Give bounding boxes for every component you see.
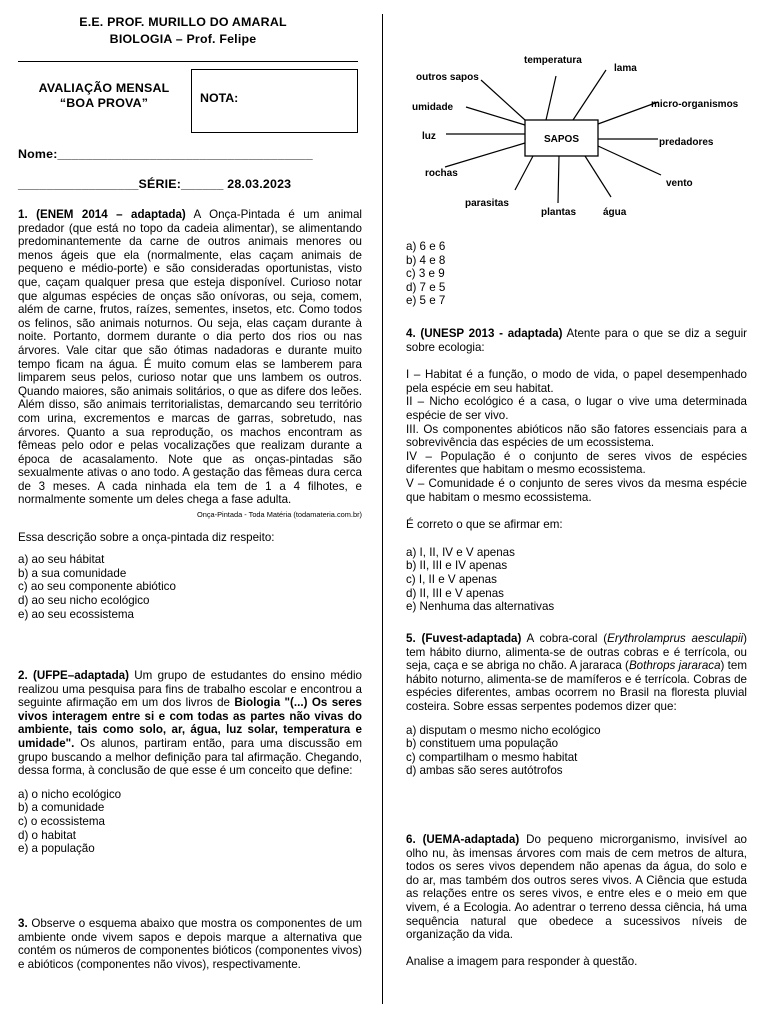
exam-subtitle: “BOA PROVA”	[59, 96, 149, 110]
question-5-options	[406, 724, 747, 778]
statement: I – Habitat é a função, o modo de vida, o papel desempenhado pela espécie em seu habitat.	[406, 368, 747, 395]
option[interactable]: e) Nenhuma das alternativas	[406, 600, 555, 614]
diagram-label: temperatura	[524, 55, 582, 66]
diagram-label: lama	[614, 63, 637, 74]
question-1-lead: 1. (ENEM 2014 – adaptada)	[18, 208, 186, 221]
question-5-text: 5. (Fuvest-adaptada) A cobra-coral (Erythrolamprus aesculapii) tem hábito diurno, alimenta-se de outras cobras e é terrícola, ou seja, caça e se abriga no chão. A jararaca (Bothrops jararaca) tem hábito noturno, alimenta-se de mamíferos e é terrícola. Cobras de espécies diferentes, ambas ocorrem no Brasil na floresta pluvial costeira. Sobre essas serpentes podemos dizer que:	[406, 632, 747, 713]
diagram-label: outros sapos	[416, 72, 479, 83]
option[interactable]: d) ambas são seres autótrofos	[406, 764, 563, 778]
question-1-prompt: Essa descrição sobre a onça-pintada diz respeito:	[18, 530, 275, 544]
question-2-text: 2. (UFPE–adaptada) Um grupo de estudantes do ensino médio realizou uma pesquisa para fins de trabalho escolar e encontrou a seguinte afirmação em um dos livros de Biologia "(...) Os seres vivos interagem entre si e com todas as partes não vivas do ambiente, tais como solo, ar, água, luz solar, temperatura e umidade". Os alunos, partiram então, para uma discussão em grupo buscando a melhor definição para tal afirmação. Chegando, dessa forma, à conclusão de que esse é um conceito que define:	[18, 669, 363, 778]
question-4	[406, 327, 747, 614]
option[interactable]: c) ao seu componente abiótico	[18, 580, 176, 594]
diagram-label: micro-organismos	[651, 99, 739, 110]
name-field[interactable]: Nome:____________________________________	[18, 147, 313, 161]
header-rule	[18, 61, 358, 62]
question-3-lead: 3.	[18, 917, 28, 930]
question-6-lead: 6. (UEMA-adaptada)	[406, 833, 520, 846]
exam-title: AVALIAÇÃO MENSAL	[38, 81, 170, 95]
diagram-label: água	[603, 207, 627, 218]
statement: IV – População é o conjunto de seres vivos de espécies diferentes que habitam o mesmo ecossistema.	[406, 449, 747, 477]
question-2	[18, 669, 362, 856]
option[interactable]: b) II, III e IV apenas	[406, 559, 508, 573]
option[interactable]: a) ao seu hábitat	[18, 553, 105, 567]
option[interactable]: a) o nicho ecológico	[18, 787, 122, 801]
frog-ecosystem-diagram	[406, 50, 747, 222]
question-6-prompt: Analise a imagem para responder à questão.	[406, 954, 638, 968]
question-1-text: 1. (ENEM 2014 – adaptada) A Onça-Pintada é um animal predador (que está no topo da cadeia alimentar), se alimentando predominantemente da carne de outros animais menores ou menos ágeis que ela (normalmente, elas caçam animais de pequeno e médio-porte) e são consideradas oportunistas, visto que, caçam qualquer presa que esteja disponível. Curioso notar que algumas espécies de onças são onívoras, ou seja, comem, além de carne, frutos, raízes, sementes, insetos, etc. Como todos os felinos, são animais noturnos. Ou seja, elas caçam durante à noite. Portanto, dormem durante o dia perto dos rios ou nas árvores. Vale citar que são ótimas nadadoras e durante muito tempo ficam na água. É muito comum elas se lamberem para limparem seus pelos, curioso notar que uns lambem os outros. Quando maiores, são animais solitários, o que as difere dos leões. Além disso, são animais territorialistas, demarcando seu território com urina, excrementos e marcas de garras, sobretudo, nas árvores. Quanto a sua reprodução, os machos encontram as fêmeas pelo odor e pelas vocalizações que realizam durante a época de acasalamento. Note que as onças-pintadas são sexualmente ativas o ano todo. A gestação das fêmeas dura cerca de 3 meses. A cada ninhada ela tem de 1 a 4 filhotes, e normalmente somente um deles chega a fase adulta.	[18, 208, 362, 507]
statement: II – Nicho ecológico é a casa, o lugar o vive uma determinada espécie de ser vivo.	[406, 395, 747, 422]
option[interactable]: a) I, II, IV e V apenas	[406, 545, 515, 559]
option[interactable]: d) 7 e 5	[406, 280, 446, 294]
school-name: E.E. PROF. MURILLO DO AMARAL	[79, 15, 287, 29]
question-6-text: 6. (UEMA-adaptada) Do pequeno microrganismo, invisível ao olho nu, às imensas árvores com mais de cem metros de altura, todos os seres vivos dependem não apenas da água, do solo e do ar, mas também dos outros seres vivos. A Ciência que estuda as relações entre os seres vivos, e entre eles e o meio em que vivem, é a Ecologia. Ao adentrar o terreno dessa ciência, há uma sequência natural que obedece a sucessivos níveis de organização da vida.	[406, 833, 747, 942]
diagram-label: luz	[422, 131, 436, 142]
option[interactable]: c) compartilham o mesmo habitat	[406, 750, 578, 764]
question-1-source: Onça-Pintada - Toda Matéria (todamateria.com.br)	[197, 510, 362, 520]
question-5	[406, 632, 747, 778]
subject-line: BIOLOGIA – Prof. Felipe	[109, 32, 257, 46]
question-1-options	[18, 553, 362, 621]
question-6	[406, 833, 747, 968]
question-3	[18, 917, 362, 971]
question-3-options	[406, 240, 747, 308]
option[interactable]: b) constituem uma população	[406, 737, 559, 751]
question-3-text: 3. Observe o esquema abaixo que mostra os componentes de um ambiente onde vivem sapos e depois marque a alternativa que contém os números de componentes bióticos (componentes vivos) e abióticos (componentes não vivos), respectivamente.	[18, 917, 362, 971]
diagram-label: predadores	[659, 137, 714, 148]
question-4-prompt: É correto o que se afirmar em:	[406, 518, 563, 532]
question-1	[18, 208, 362, 621]
option[interactable]: b) 4 e 8	[406, 253, 446, 267]
option[interactable]: e) 5 e 7	[406, 294, 446, 308]
diagram-label: umidade	[412, 102, 454, 113]
series-date-field[interactable]: _________________SÉRIE:______ 28.03.2023	[18, 177, 292, 191]
statement: V – Comunidade é o conjunto de seres vivos da mesma espécie que habitam o mesmo ecossistema.	[406, 476, 747, 504]
diagram-label: parasitas	[465, 198, 509, 209]
question-4-statements	[406, 368, 747, 504]
diagram-label: rochas	[425, 168, 458, 179]
grade-label: NOTA:	[200, 91, 239, 105]
option[interactable]: e) ao seu ecossistema	[18, 607, 134, 621]
scientific-name: Bothrops jararaca	[628, 659, 721, 673]
question-2-lead: 2. (UFPE–adaptada)	[18, 669, 129, 682]
option[interactable]: a) 6 e 6	[406, 240, 446, 253]
statement: III. Os componentes abióticos não são fatores essenciais para a sobrevivência das espécies de um ecossistema.	[406, 422, 747, 450]
question-2-options	[18, 788, 362, 856]
diagram-label: vento	[666, 178, 693, 189]
question-4-text: 4. (UNESP 2013 - adaptada) Atente para o que se diz a seguir sobre ecologia:	[406, 327, 748, 354]
grade-box[interactable]	[191, 69, 358, 133]
option[interactable]: c) 3 e 9	[406, 267, 445, 281]
option[interactable]: c) o ecossistema	[18, 814, 105, 828]
scientific-name: Erythrolamprus aesculapii	[607, 632, 744, 645]
option[interactable]: d) o habitat	[18, 828, 77, 842]
question-4-lead: 4. (UNESP 2013 - adaptada)	[406, 327, 563, 340]
option[interactable]: b) a comunidade	[18, 801, 105, 815]
column-divider	[382, 14, 383, 1004]
option[interactable]: d) ao seu nicho ecológico	[18, 594, 150, 608]
question-4-options	[406, 546, 747, 614]
option[interactable]: b) a sua comunidade	[18, 566, 127, 580]
diagram-center: SAPOS	[543, 134, 580, 145]
diagram-label: plantas	[541, 207, 577, 218]
option[interactable]: a) disputam o mesmo nicho ecológico	[406, 723, 601, 737]
option[interactable]: c) I, II e V apenas	[406, 572, 497, 586]
question-5-lead: 5. (Fuvest-adaptada)	[406, 632, 522, 645]
question-2-quote: Biologia "(...) Os seres vivos interagem entre si e com todas as partes não vivas do ambiente, tais como solo, ar, água, luz solar, temperatura e umidade".	[18, 696, 363, 750]
option[interactable]: e) a população	[18, 842, 95, 856]
option[interactable]: d) II, III e V apenas	[406, 586, 504, 600]
